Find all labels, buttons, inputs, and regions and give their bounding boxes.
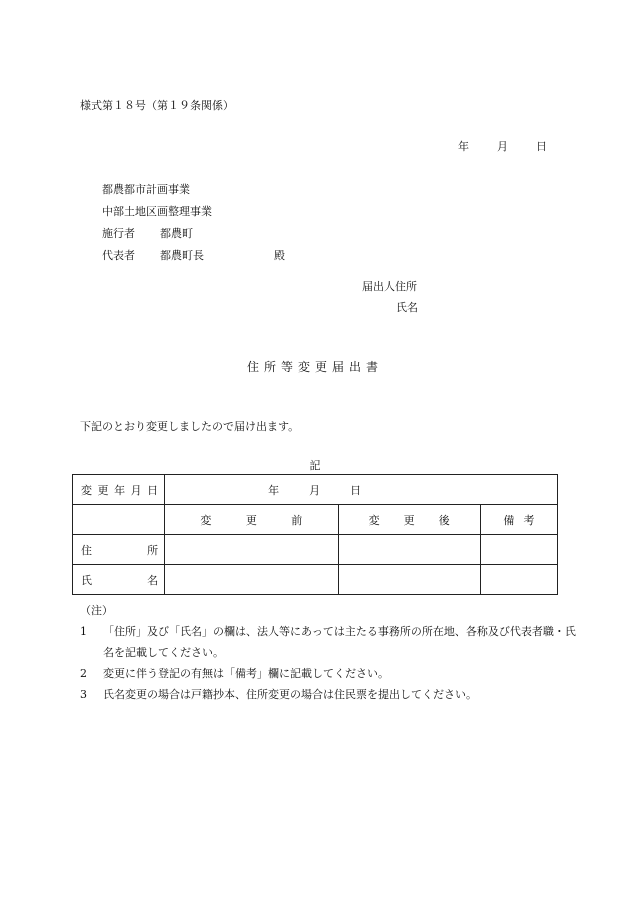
form-number: 様式第１８号（第１９条関係） xyxy=(80,99,234,112)
header-after-cell xyxy=(338,505,480,535)
row-label-address: 住 所 xyxy=(81,543,159,557)
representative-row xyxy=(102,245,285,267)
table-day-label: 日 xyxy=(350,483,362,497)
header-remarks: 備 考 xyxy=(503,513,535,527)
change-date-label: 変 更 年 月 日 xyxy=(81,483,159,497)
ki-heading: 記 xyxy=(309,459,321,472)
row-label-cell xyxy=(73,565,165,595)
note-item xyxy=(80,621,578,663)
notes xyxy=(80,600,578,705)
representative-value: 都農町長 xyxy=(160,249,204,262)
project-name: 都農都市計画事業 xyxy=(102,183,190,196)
note-number: 2 xyxy=(80,667,87,680)
address-after-cell[interactable] xyxy=(338,535,480,565)
row-label-cell xyxy=(73,535,165,565)
note-item xyxy=(80,663,578,684)
name-before-cell[interactable] xyxy=(165,565,338,595)
header-blank-cell xyxy=(73,505,165,535)
honorific: 殿 xyxy=(274,249,285,262)
notes-title: （注） xyxy=(80,604,113,617)
table-year-label: 年 xyxy=(268,483,280,497)
intro-text: 下記のとおり変更しましたので届け出ます。 xyxy=(80,420,300,433)
name-remarks-cell[interactable] xyxy=(480,565,557,595)
year-label: 年 xyxy=(458,140,469,153)
header-before-cell xyxy=(165,505,338,535)
document-title: 住所等変更届出書 xyxy=(246,360,383,374)
applicant-name-label: 氏名 xyxy=(396,301,418,314)
day-label: 日 xyxy=(536,140,547,153)
executor-label: 施行者 xyxy=(102,227,135,240)
representative-label: 代表者 xyxy=(102,249,135,262)
table-month-label: 月 xyxy=(309,483,321,497)
change-date-row xyxy=(73,475,558,505)
header-remarks-cell xyxy=(480,505,557,535)
table-row xyxy=(73,535,558,565)
change-date-cell[interactable] xyxy=(165,475,558,505)
note-number: 1 xyxy=(80,625,87,638)
note-text: 変更に伴う登記の有無は「備考」欄に記載してください。 xyxy=(103,667,389,680)
note-item xyxy=(80,684,578,705)
note-number: 3 xyxy=(80,688,87,701)
executor-row xyxy=(102,223,285,245)
row-label-name: 氏 名 xyxy=(81,573,159,587)
change-date-label-cell xyxy=(73,475,165,505)
submission-date xyxy=(458,138,547,154)
month-label: 月 xyxy=(497,140,508,153)
change-table xyxy=(72,474,558,595)
address-remarks-cell[interactable] xyxy=(480,535,557,565)
executor-value: 都農町 xyxy=(160,227,193,240)
applicant-address-label: 届出人住所 xyxy=(362,280,417,293)
header-before: 変 更 前 xyxy=(200,513,303,527)
address-before-cell[interactable] xyxy=(165,535,338,565)
name-after-cell[interactable] xyxy=(338,565,480,595)
header-row xyxy=(73,505,558,535)
project-area: 中部土地区画整理事業 xyxy=(102,205,212,218)
note-text: 氏名変更の場合は戸籍抄本、住所変更の場合は住民票を提出してください。 xyxy=(103,688,477,701)
addressee-block xyxy=(102,179,285,267)
note-text: 「住所」及び「氏名」の欄は、法人等にあっては主たる事務所の所在地、各称及び代表者職・氏名を記載してください。 xyxy=(103,625,576,659)
table-row xyxy=(73,565,558,595)
header-after: 変 更 後 xyxy=(368,513,450,527)
